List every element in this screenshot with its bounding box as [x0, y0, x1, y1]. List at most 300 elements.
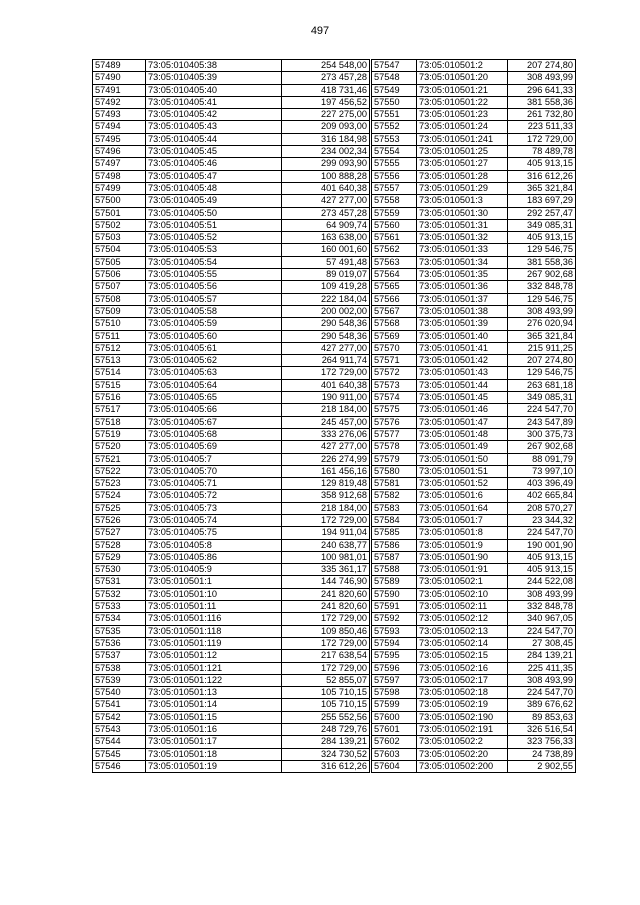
cadastral-number-cell: 73:05:010502:16: [417, 662, 508, 674]
cadastral-number-cell: 73:05:010501:7: [417, 514, 508, 526]
table-row: [372, 601, 576, 613]
table-row: [93, 121, 370, 133]
value-cell: 224 547,70: [508, 527, 576, 539]
table-row: [93, 760, 370, 772]
cadastral-number-cell: 73:05:010405:62: [146, 355, 282, 367]
value-cell: 276 020,94: [508, 318, 576, 330]
value-cell: 190 001,90: [508, 539, 576, 551]
table-row: [372, 355, 576, 367]
table-row: [93, 527, 370, 539]
value-cell: 224 547,70: [508, 687, 576, 699]
value-cell: 326 516,54: [508, 724, 576, 736]
cadastral-number-cell: 73:05:010501:10: [146, 588, 282, 600]
cadastral-number-cell: 73:05:010501:19: [146, 760, 282, 772]
value-cell: 284 139,21: [282, 736, 370, 748]
cadastral-number-cell: 73:05:010502:200: [417, 760, 508, 772]
cadastral-number-cell: 73:05:010502:10: [417, 588, 508, 600]
cadastral-number-cell: 73:05:010501:47: [417, 416, 508, 428]
value-cell: 248 729,76: [282, 724, 370, 736]
value-cell: 308 493,99: [508, 72, 576, 84]
value-cell: 401 640,38: [282, 379, 370, 391]
value-cell: 405 913,15: [508, 232, 576, 244]
table-row: [372, 551, 576, 563]
table-row: [93, 146, 370, 158]
row-number-cell: 57578: [372, 441, 417, 453]
value-cell: 267 902,68: [508, 269, 576, 281]
row-number-cell: 57545: [93, 748, 146, 760]
value-cell: 197 456,52: [282, 96, 370, 108]
table-row: [372, 158, 576, 170]
row-number-cell: 57582: [372, 490, 417, 502]
row-number-cell: 57529: [93, 551, 146, 563]
value-cell: 296 641,33: [508, 84, 576, 96]
cadastral-number-cell: 73:05:010405:72: [146, 490, 282, 502]
cadastral-number-cell: 73:05:010501:9: [417, 539, 508, 551]
value-cell: 365 321,84: [508, 330, 576, 342]
value-cell: 224 547,70: [508, 404, 576, 416]
row-number-cell: 57540: [93, 687, 146, 699]
value-cell: 100 888,28: [282, 170, 370, 182]
cadastral-number-cell: 73:05:010502:19: [417, 699, 508, 711]
row-number-cell: 57530: [93, 564, 146, 576]
value-cell: 340 967,05: [508, 613, 576, 625]
table-row: [372, 170, 576, 182]
cadastral-number-cell: 73:05:010501:37: [417, 293, 508, 305]
value-cell: 427 277,00: [282, 195, 370, 207]
value-cell: 405 913,15: [508, 158, 576, 170]
value-cell: 244 522,08: [508, 576, 576, 588]
row-number-cell: 57549: [372, 84, 417, 96]
value-cell: 358 912,68: [282, 490, 370, 502]
table-row: [93, 711, 370, 723]
table-row: [372, 650, 576, 662]
row-number-cell: 57572: [372, 367, 417, 379]
right-table: [371, 59, 576, 773]
value-cell: 349 085,31: [508, 392, 576, 404]
cadastral-number-cell: 73:05:010405:70: [146, 465, 282, 477]
row-number-cell: 57575: [372, 404, 417, 416]
table-row: [372, 146, 576, 158]
value-cell: 273 457,28: [282, 207, 370, 219]
table-row: [93, 551, 370, 563]
value-cell: 316 612,26: [508, 170, 576, 182]
value-cell: 308 493,99: [508, 674, 576, 686]
table-row: [93, 170, 370, 182]
table-row: [372, 121, 576, 133]
row-number-cell: 57490: [93, 72, 146, 84]
table-row: [372, 576, 576, 588]
cadastral-number-cell: 73:05:010405:46: [146, 158, 282, 170]
table-row: [93, 502, 370, 514]
table-row: [93, 109, 370, 121]
cadastral-number-cell: 73:05:010405:64: [146, 379, 282, 391]
cadastral-number-cell: 73:05:010405:47: [146, 170, 282, 182]
row-number-cell: 57534: [93, 613, 146, 625]
table-row: [372, 219, 576, 231]
row-number-cell: 57527: [93, 527, 146, 539]
table-row: [372, 232, 576, 244]
cadastral-number-cell: 73:05:010405:59: [146, 318, 282, 330]
value-cell: 292 257,47: [508, 207, 576, 219]
row-number-cell: 57524: [93, 490, 146, 502]
row-number-cell: 57541: [93, 699, 146, 711]
value-cell: 264 911,74: [282, 355, 370, 367]
cadastral-number-cell: 73:05:010502:17: [417, 674, 508, 686]
row-number-cell: 57603: [372, 748, 417, 760]
cadastral-number-cell: 73:05:010501:40: [417, 330, 508, 342]
left-table: [92, 59, 370, 773]
table-row: [93, 158, 370, 170]
cadastral-number-cell: 73:05:010501:90: [417, 551, 508, 563]
cadastral-number-cell: 73:05:010501:22: [417, 96, 508, 108]
row-number-cell: 57574: [372, 392, 417, 404]
cadastral-number-cell: 73:05:010501:64: [417, 502, 508, 514]
cadastral-number-cell: 73:05:010405:43: [146, 121, 282, 133]
row-number-cell: 57598: [372, 687, 417, 699]
table-row: [93, 650, 370, 662]
value-cell: 290 548,36: [282, 330, 370, 342]
cadastral-number-cell: 73:05:010405:51: [146, 219, 282, 231]
row-number-cell: 57599: [372, 699, 417, 711]
value-cell: 335 361,17: [282, 564, 370, 576]
table-row: [93, 514, 370, 526]
value-cell: 316 184,98: [282, 133, 370, 145]
table-row: [372, 416, 576, 428]
table-row: [372, 379, 576, 391]
row-number-cell: 57535: [93, 625, 146, 637]
row-number-cell: 57528: [93, 539, 146, 551]
value-cell: 89 019,07: [282, 269, 370, 281]
table-row: [93, 355, 370, 367]
left-table-body: [93, 60, 370, 773]
cadastral-number-cell: 73:05:010405:63: [146, 367, 282, 379]
table-row: [93, 404, 370, 416]
table-row: [93, 305, 370, 317]
cadastral-number-cell: 73:05:010501:17: [146, 736, 282, 748]
table-row: [93, 72, 370, 84]
row-number-cell: 57580: [372, 465, 417, 477]
table-row: [372, 281, 576, 293]
value-cell: 78 489,78: [508, 146, 576, 158]
cadastral-number-cell: 73:05:010501:34: [417, 256, 508, 268]
row-number-cell: 57558: [372, 195, 417, 207]
table-row: [372, 342, 576, 354]
cadastral-number-cell: 73:05:010501:48: [417, 428, 508, 440]
value-cell: 218 184,00: [282, 502, 370, 514]
value-cell: 300 375,73: [508, 428, 576, 440]
table-row: [372, 428, 576, 440]
value-cell: 299 093,90: [282, 158, 370, 170]
table-row: [93, 133, 370, 145]
value-cell: 218 184,00: [282, 404, 370, 416]
row-number-cell: 57596: [372, 662, 417, 674]
table-row: [372, 244, 576, 256]
table-row: [93, 269, 370, 281]
row-number-cell: 57507: [93, 281, 146, 293]
table-row: [372, 109, 576, 121]
cadastral-number-cell: 73:05:010405:66: [146, 404, 282, 416]
table-row: [372, 453, 576, 465]
table-row: [372, 441, 576, 453]
table-row: [372, 195, 576, 207]
value-cell: 109 850,46: [282, 625, 370, 637]
cadastral-number-cell: 73:05:010405:50: [146, 207, 282, 219]
cadastral-number-cell: 73:05:010405:67: [146, 416, 282, 428]
row-number-cell: 57505: [93, 256, 146, 268]
table-row: [93, 478, 370, 490]
row-number-cell: 57522: [93, 465, 146, 477]
table-row: [372, 724, 576, 736]
row-number-cell: 57591: [372, 601, 417, 613]
cadastral-number-cell: 73:05:010501:241: [417, 133, 508, 145]
row-number-cell: 57557: [372, 182, 417, 194]
table-row: [93, 441, 370, 453]
row-number-cell: 57600: [372, 711, 417, 723]
row-number-cell: 57539: [93, 674, 146, 686]
row-number-cell: 57503: [93, 232, 146, 244]
row-number-cell: 57554: [372, 146, 417, 158]
table-row: [372, 736, 576, 748]
table-row: [93, 687, 370, 699]
row-number-cell: 57587: [372, 551, 417, 563]
value-cell: 255 552,56: [282, 711, 370, 723]
cadastral-number-cell: 73:05:010501:42: [417, 355, 508, 367]
table-row: [372, 748, 576, 760]
cadastral-number-cell: 73:05:010502:18: [417, 687, 508, 699]
row-number-cell: 57564: [372, 269, 417, 281]
cadastral-number-cell: 73:05:010502:13: [417, 625, 508, 637]
value-cell: 163 638,00: [282, 232, 370, 244]
cadastral-number-cell: 73:05:010405:45: [146, 146, 282, 158]
value-cell: 129 819,48: [282, 478, 370, 490]
row-number-cell: 57492: [93, 96, 146, 108]
cadastral-number-cell: 73:05:010501:24: [417, 121, 508, 133]
value-cell: 254 548,00: [282, 60, 370, 72]
cadastral-number-cell: 73:05:010501:32: [417, 232, 508, 244]
value-cell: 403 396,49: [508, 478, 576, 490]
value-cell: 172 729,00: [282, 514, 370, 526]
value-cell: 308 493,99: [508, 305, 576, 317]
cadastral-number-cell: 73:05:010501:41: [417, 342, 508, 354]
row-number-cell: 57494: [93, 121, 146, 133]
row-number-cell: 57520: [93, 441, 146, 453]
row-number-cell: 57513: [93, 355, 146, 367]
value-cell: 241 820,60: [282, 601, 370, 613]
row-number-cell: 57568: [372, 318, 417, 330]
value-cell: 160 001,60: [282, 244, 370, 256]
table-row: [372, 404, 576, 416]
value-cell: 105 710,15: [282, 699, 370, 711]
value-cell: 217 638,54: [282, 650, 370, 662]
table-row: [93, 625, 370, 637]
row-number-cell: 57563: [372, 256, 417, 268]
value-cell: 241 820,60: [282, 588, 370, 600]
value-cell: 389 676,62: [508, 699, 576, 711]
row-number-cell: 57567: [372, 305, 417, 317]
row-number-cell: 57523: [93, 478, 146, 490]
cadastral-number-cell: 73:05:010501:43: [417, 367, 508, 379]
value-cell: 144 746,90: [282, 576, 370, 588]
cadastral-number-cell: 73:05:010405:41: [146, 96, 282, 108]
cadastral-number-cell: 73:05:010502:12: [417, 613, 508, 625]
row-number-cell: 57526: [93, 514, 146, 526]
cadastral-number-cell: 73:05:010501:8: [417, 527, 508, 539]
cadastral-number-cell: 73:05:010405:49: [146, 195, 282, 207]
value-cell: 267 902,68: [508, 441, 576, 453]
table-row: [372, 539, 576, 551]
table-row: [372, 613, 576, 625]
cadastral-number-cell: 73:05:010501:15: [146, 711, 282, 723]
row-number-cell: 57516: [93, 392, 146, 404]
cadastral-number-cell: 73:05:010501:31: [417, 219, 508, 231]
row-number-cell: 57509: [93, 305, 146, 317]
table-row: [93, 564, 370, 576]
value-cell: 27 308,45: [508, 637, 576, 649]
table-row: [372, 514, 576, 526]
row-number-cell: 57504: [93, 244, 146, 256]
row-number-cell: 57510: [93, 318, 146, 330]
cadastral-number-cell: 73:05:010501:30: [417, 207, 508, 219]
value-cell: 365 321,84: [508, 182, 576, 194]
row-number-cell: 57586: [372, 539, 417, 551]
table-row: [93, 453, 370, 465]
row-number-cell: 57514: [93, 367, 146, 379]
row-number-cell: 57552: [372, 121, 417, 133]
cadastral-number-cell: 73:05:010501:33: [417, 244, 508, 256]
cadastral-number-cell: 73:05:010405:53: [146, 244, 282, 256]
row-number-cell: 57537: [93, 650, 146, 662]
table-row: [372, 305, 576, 317]
table-row: [372, 588, 576, 600]
row-number-cell: 57547: [372, 60, 417, 72]
row-number-cell: 57560: [372, 219, 417, 231]
table-row: [93, 207, 370, 219]
table-row: [372, 367, 576, 379]
row-number-cell: 57584: [372, 514, 417, 526]
cadastral-number-cell: 73:05:010405:71: [146, 478, 282, 490]
value-cell: 190 911,00: [282, 392, 370, 404]
value-cell: 263 681,18: [508, 379, 576, 391]
cadastral-number-cell: 73:05:010501:45: [417, 392, 508, 404]
cadastral-number-cell: 73:05:010501:38: [417, 305, 508, 317]
cadastral-number-cell: 73:05:010501:44: [417, 379, 508, 391]
cadastral-number-cell: 73:05:010501:51: [417, 465, 508, 477]
table-row: [93, 342, 370, 354]
table-row: [93, 256, 370, 268]
cadastral-number-cell: 73:05:010501:1: [146, 576, 282, 588]
row-number-cell: 57576: [372, 416, 417, 428]
value-cell: 225 411,35: [508, 662, 576, 674]
cadastral-number-cell: 73:05:010501:20: [417, 72, 508, 84]
table-row: [372, 96, 576, 108]
table-row: [372, 478, 576, 490]
table-row: [372, 637, 576, 649]
row-number-cell: 57544: [93, 736, 146, 748]
row-number-cell: 57499: [93, 182, 146, 194]
value-cell: 243 547,89: [508, 416, 576, 428]
cadastral-number-cell: 73:05:010501:118: [146, 625, 282, 637]
value-cell: 381 558,36: [508, 256, 576, 268]
cadastral-number-cell: 73:05:010405:73: [146, 502, 282, 514]
row-number-cell: 57569: [372, 330, 417, 342]
value-cell: 23 344,32: [508, 514, 576, 526]
value-cell: 89 853,63: [508, 711, 576, 723]
cadastral-number-cell: 73:05:010501:35: [417, 269, 508, 281]
cadastral-number-cell: 73:05:010501:122: [146, 674, 282, 686]
value-cell: 224 547,70: [508, 625, 576, 637]
table-row: [372, 760, 576, 772]
value-cell: 227 275,00: [282, 109, 370, 121]
value-cell: 172 729,00: [282, 662, 370, 674]
table-row: [93, 379, 370, 391]
table-row: [93, 182, 370, 194]
row-number-cell: 57595: [372, 650, 417, 662]
table-row: [93, 392, 370, 404]
row-number-cell: 57588: [372, 564, 417, 576]
table-row: [372, 84, 576, 96]
value-cell: 418 731,46: [282, 84, 370, 96]
cadastral-number-cell: 73:05:010501:91: [417, 564, 508, 576]
table-row: [93, 219, 370, 231]
cadastral-number-cell: 73:05:010502:191: [417, 724, 508, 736]
row-number-cell: 57511: [93, 330, 146, 342]
row-number-cell: 57501: [93, 207, 146, 219]
cadastral-number-cell: 73:05:010502:14: [417, 637, 508, 649]
cadastral-number-cell: 73:05:010405:44: [146, 133, 282, 145]
value-cell: 427 277,00: [282, 342, 370, 354]
table-row: [93, 244, 370, 256]
row-number-cell: 57589: [372, 576, 417, 588]
row-number-cell: 57550: [372, 96, 417, 108]
cadastral-number-cell: 73:05:010501:11: [146, 601, 282, 613]
cadastral-number-cell: 73:05:010501:36: [417, 281, 508, 293]
value-cell: 200 002,00: [282, 305, 370, 317]
row-number-cell: 57493: [93, 109, 146, 121]
table-row: [93, 576, 370, 588]
value-cell: 240 638,77: [282, 539, 370, 551]
row-number-cell: 57525: [93, 502, 146, 514]
cadastral-number-cell: 73:05:010502:11: [417, 601, 508, 613]
value-cell: 261 732,80: [508, 109, 576, 121]
table-row: [93, 699, 370, 711]
row-number-cell: 57512: [93, 342, 146, 354]
value-cell: 245 457,00: [282, 416, 370, 428]
table-row: [372, 564, 576, 576]
table-row: [372, 490, 576, 502]
row-number-cell: 57502: [93, 219, 146, 231]
value-cell: 129 546,75: [508, 293, 576, 305]
row-number-cell: 57519: [93, 428, 146, 440]
page-number: 497: [310, 25, 330, 37]
row-number-cell: 57532: [93, 588, 146, 600]
table-row: [93, 674, 370, 686]
row-number-cell: 57489: [93, 60, 146, 72]
row-number-cell: 57495: [93, 133, 146, 145]
value-cell: 308 493,99: [508, 588, 576, 600]
cadastral-number-cell: 73:05:010501:13: [146, 687, 282, 699]
row-number-cell: 57508: [93, 293, 146, 305]
cadastral-number-cell: 73:05:010405:7: [146, 453, 282, 465]
table-row: [93, 416, 370, 428]
table-row: [372, 269, 576, 281]
value-cell: 273 457,28: [282, 72, 370, 84]
table-row: [93, 96, 370, 108]
cadastral-number-cell: 73:05:010501:23: [417, 109, 508, 121]
cadastral-number-cell: 73:05:010405:42: [146, 109, 282, 121]
row-number-cell: 57553: [372, 133, 417, 145]
value-cell: 284 139,21: [508, 650, 576, 662]
cadastral-number-cell: 73:05:010501:25: [417, 146, 508, 158]
